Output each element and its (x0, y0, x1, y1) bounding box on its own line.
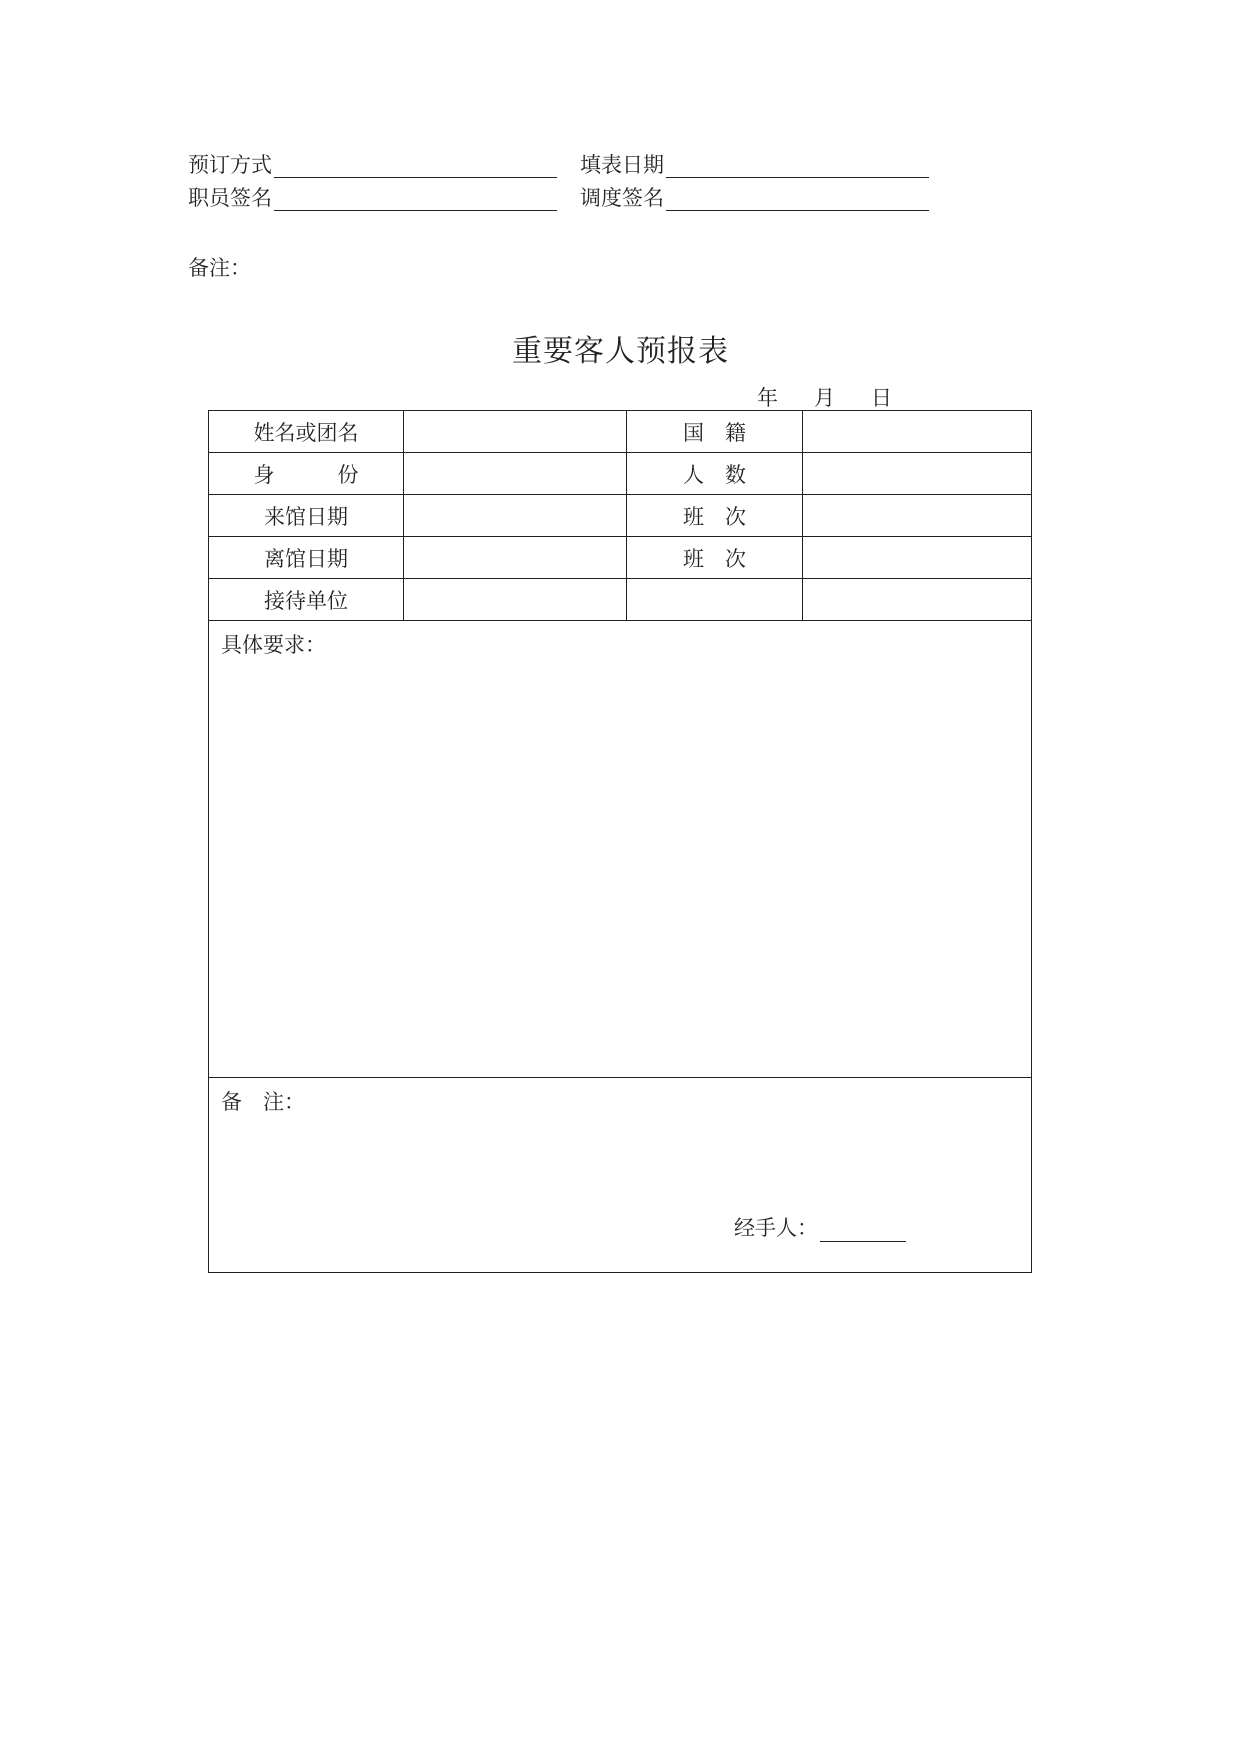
nationality-input[interactable] (803, 411, 1032, 453)
nationality-label: 国 籍 (627, 411, 803, 453)
fill-date-line[interactable] (666, 177, 929, 178)
table-row (209, 453, 1032, 495)
day-label: 日 (871, 386, 892, 410)
requirements-area[interactable] (209, 621, 1032, 1078)
headcount-input[interactable] (803, 453, 1032, 495)
departure-flight-input[interactable] (803, 537, 1032, 579)
remarks-row (209, 1078, 1032, 1273)
booking-method-field (188, 152, 558, 182)
departure-date-input[interactable] (404, 537, 627, 579)
page-title: 重要客人预报表 (512, 334, 729, 369)
table-row (209, 411, 1032, 453)
staff-signature-line[interactable] (274, 210, 557, 211)
table-row (209, 579, 1032, 621)
dispatch-signature-label: 调度签名 (580, 186, 664, 210)
arrival-flight-input[interactable] (803, 495, 1032, 537)
booking-method-line[interactable] (274, 177, 557, 178)
booking-method-label: 预订方式 (188, 153, 272, 177)
staff-signature-label: 职员签名 (188, 186, 272, 210)
arrival-flight-label: 班 次 (627, 495, 803, 537)
remarks-area[interactable] (209, 1078, 1032, 1273)
identity-label: 身 份 (209, 453, 404, 495)
fill-date-field (580, 152, 940, 182)
requirements-row (209, 621, 1032, 1078)
reception-unit-input[interactable] (404, 579, 627, 621)
date-line (757, 382, 892, 412)
requirements-label: 具体要求： (221, 633, 326, 657)
month-label: 月 (814, 386, 835, 410)
arrival-date-input[interactable] (404, 495, 627, 537)
headcount-label: 人 数 (627, 453, 803, 495)
fill-date-label: 填表日期 (580, 153, 664, 177)
dispatch-signature-field (580, 185, 940, 215)
dispatch-signature-line[interactable] (666, 210, 929, 211)
departure-flight-label: 班 次 (627, 537, 803, 579)
identity-input[interactable] (404, 453, 627, 495)
handler-field (734, 1212, 906, 1242)
year-label: 年 (757, 386, 778, 410)
handler-label: 经手人： (734, 1216, 818, 1240)
top-note-label: 备注： (188, 256, 251, 280)
extra-label-cell (627, 579, 803, 621)
guest-form-table (208, 410, 1032, 1273)
name-or-group-input[interactable] (404, 411, 627, 453)
staff-signature-field (188, 185, 558, 215)
arrival-date-label: 来馆日期 (209, 495, 404, 537)
remarks-label: 备 注： (221, 1090, 305, 1114)
table-row (209, 495, 1032, 537)
extra-input-cell[interactable] (803, 579, 1032, 621)
name-or-group-label: 姓名或团名 (209, 411, 404, 453)
departure-date-label: 离馆日期 (209, 537, 404, 579)
table-row (209, 537, 1032, 579)
handler-signature-line[interactable] (820, 1221, 906, 1242)
reception-unit-label: 接待单位 (209, 579, 404, 621)
